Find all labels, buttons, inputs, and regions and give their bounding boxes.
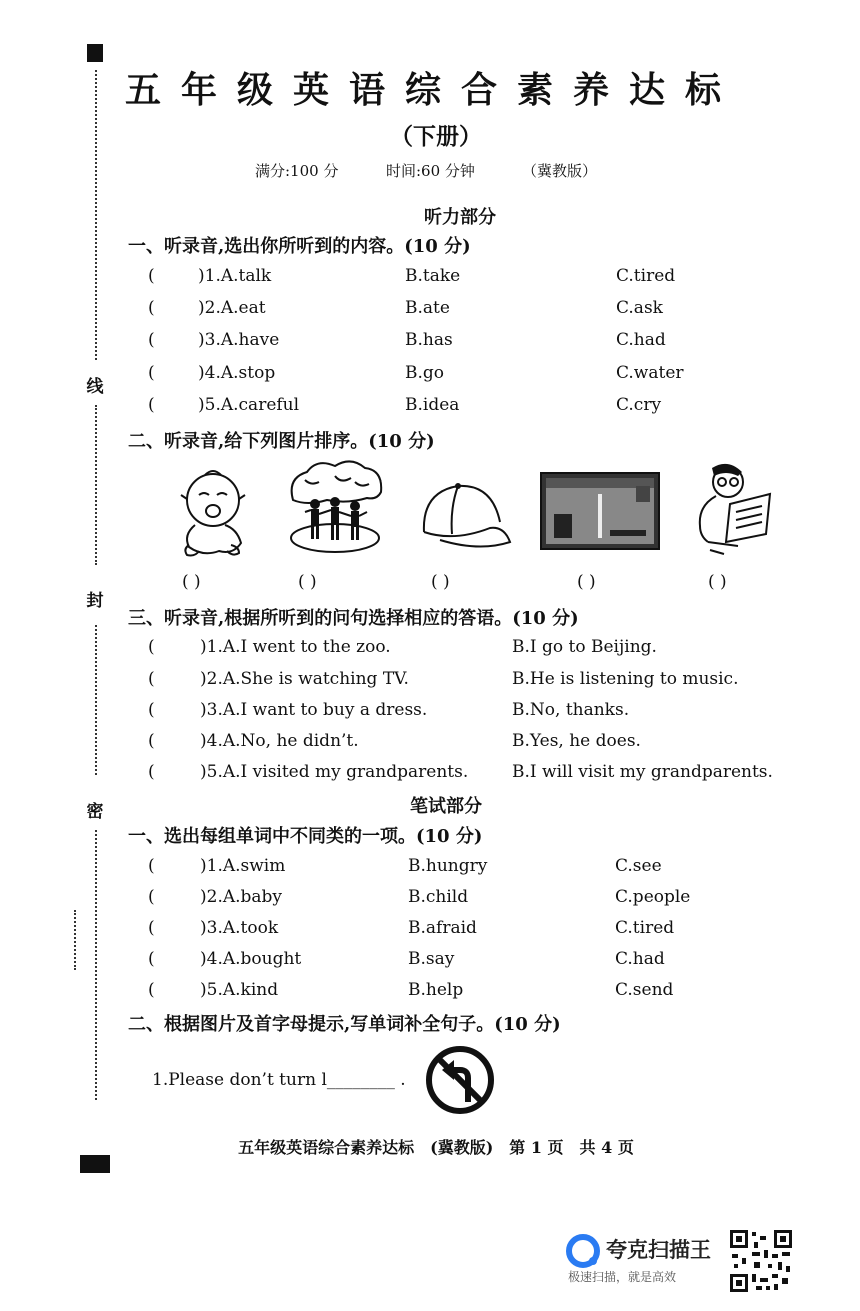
option-b: B.go [405,363,445,383]
option-a: )1.A.talk [198,266,272,286]
option-c: C.send [615,980,674,1000]
answer-paren: ( [148,637,155,657]
answer-paren: ( [148,330,155,350]
scanner-name: 夸克扫描王 [606,1238,711,1262]
listening-section-1-heading: 一、听录音,选出你所听到的内容。(10 分) [128,236,471,257]
option-a: )2.A.She is watching TV. [200,669,409,689]
picture-answer-bracket[interactable]: ( ) [708,572,727,592]
option-a: )2.A.baby [200,887,283,907]
option-c: C.ask [616,298,663,318]
answer-paren: ( [148,762,155,782]
binding-line [95,625,97,775]
option-a: )5.A.I visited my grandparents. [200,762,469,782]
option-b: B.No, thanks. [512,700,630,720]
margin-char-mi: 密 [86,802,104,822]
option-b: B.idea [405,395,460,415]
option-b: B.I will visit my grandparents. [512,762,773,782]
option-b: B.I go to Beijing. [512,637,657,657]
video-game-screen-icon [540,472,660,552]
option-c: C.tired [616,266,676,286]
qr-code-icon [728,1228,794,1294]
margin-char-xian: 线 [86,377,104,397]
answer-paren: ( [148,363,155,383]
option-c: C.people [615,887,691,907]
answer-paren: ( [148,918,155,938]
man-reading-newspaper-icon [690,462,780,557]
picture-row [0,460,860,570]
crying-baby-icon [175,465,255,560]
page-subtitle: （下册） [390,123,482,150]
option-b: B.say [408,949,455,969]
no-left-turn-sign-icon [424,1044,496,1116]
option-a: )5.A.careful [198,395,300,415]
writing-title: 笔试部分 [410,796,482,817]
answer-paren: ( [148,856,155,876]
scanner-tagline: 极速扫描，就是高效 [568,1270,677,1284]
option-b: B.He is listening to music. [512,669,739,689]
listening-title: 听力部分 [424,207,496,228]
option-a: )2.A.eat [198,298,266,318]
page-title: 五年级英语综合素养达标 [125,69,742,111]
listening-section-2-heading: 二、听录音,给下列图片排序。(10 分) [128,431,435,452]
option-c: C.had [616,330,666,350]
page-footer: 五年级英语综合素养达标 (冀教版) 第 1 页 共 4 页 [238,1138,634,1157]
option-a: )3.A.took [200,918,279,938]
listening-section-3-heading: 三、听录音,根据所听到的问句选择相应的答语。(10 分) [128,608,579,629]
picture-answer-bracket[interactable]: ( ) [431,572,450,592]
dancing-group-icon [285,460,385,555]
option-c: C.tired [615,918,675,938]
binding-line-short [74,910,76,970]
option-a: )4.A.stop [198,363,276,383]
scanner-logo-icon [566,1234,600,1268]
corner-mark-top [87,44,103,62]
margin-char-feng: 封 [86,591,104,611]
option-a: )1.A.swim [200,856,286,876]
option-c: C.had [615,949,665,969]
writing-section-1-heading: 一、选出每组单词中不同类的一项。(10 分) [128,826,483,847]
writing-section-2-heading: 二、根据图片及首字母提示,写单词补全句子。(10 分) [128,1014,561,1035]
fill-in-question-1[interactable]: 1.Please don’t turn l________ . [152,1070,406,1090]
option-a: )3.A.have [198,330,280,350]
answer-paren: ( [148,980,155,1000]
answer-paren: ( [148,298,155,318]
option-a: )3.A.I want to buy a dress. [200,700,428,720]
option-b: B.has [405,330,453,350]
option-c: C.water [616,363,684,383]
option-b: B.afraid [408,918,477,938]
binding-line [95,70,97,360]
option-b: B.child [408,887,469,907]
edition: （冀教版） [522,162,598,180]
picture-answer-bracket[interactable]: ( ) [298,572,317,592]
picture-answer-bracket[interactable]: ( ) [577,572,596,592]
option-a: )4.A.bought [200,949,302,969]
option-b: B.help [408,980,464,1000]
picture-answer-bracket[interactable]: ( ) [182,572,201,592]
answer-paren: ( [148,395,155,415]
option-c: C.cry [616,395,662,415]
option-b: B.hungry [408,856,488,876]
answer-paren: ( [148,731,155,751]
answer-paren: ( [148,887,155,907]
option-a: )5.A.kind [200,980,279,1000]
answer-paren: ( [148,700,155,720]
option-b: B.Yes, he does. [512,731,641,751]
cap-icon [418,480,513,550]
answer-paren: ( [148,266,155,286]
option-b: B.take [405,266,461,286]
binding-line [95,830,97,1100]
full-score: 满分:100 分 [255,162,339,180]
option-b: B.ate [405,298,450,318]
exam-time: 时间:60 分钟 [386,162,475,180]
option-a: )4.A.No, he didn’t. [200,731,359,751]
answer-paren: ( [148,669,155,689]
option-c: C.see [615,856,662,876]
option-a: )1.A.I went to the zoo. [200,637,391,657]
answer-paren: ( [148,949,155,969]
